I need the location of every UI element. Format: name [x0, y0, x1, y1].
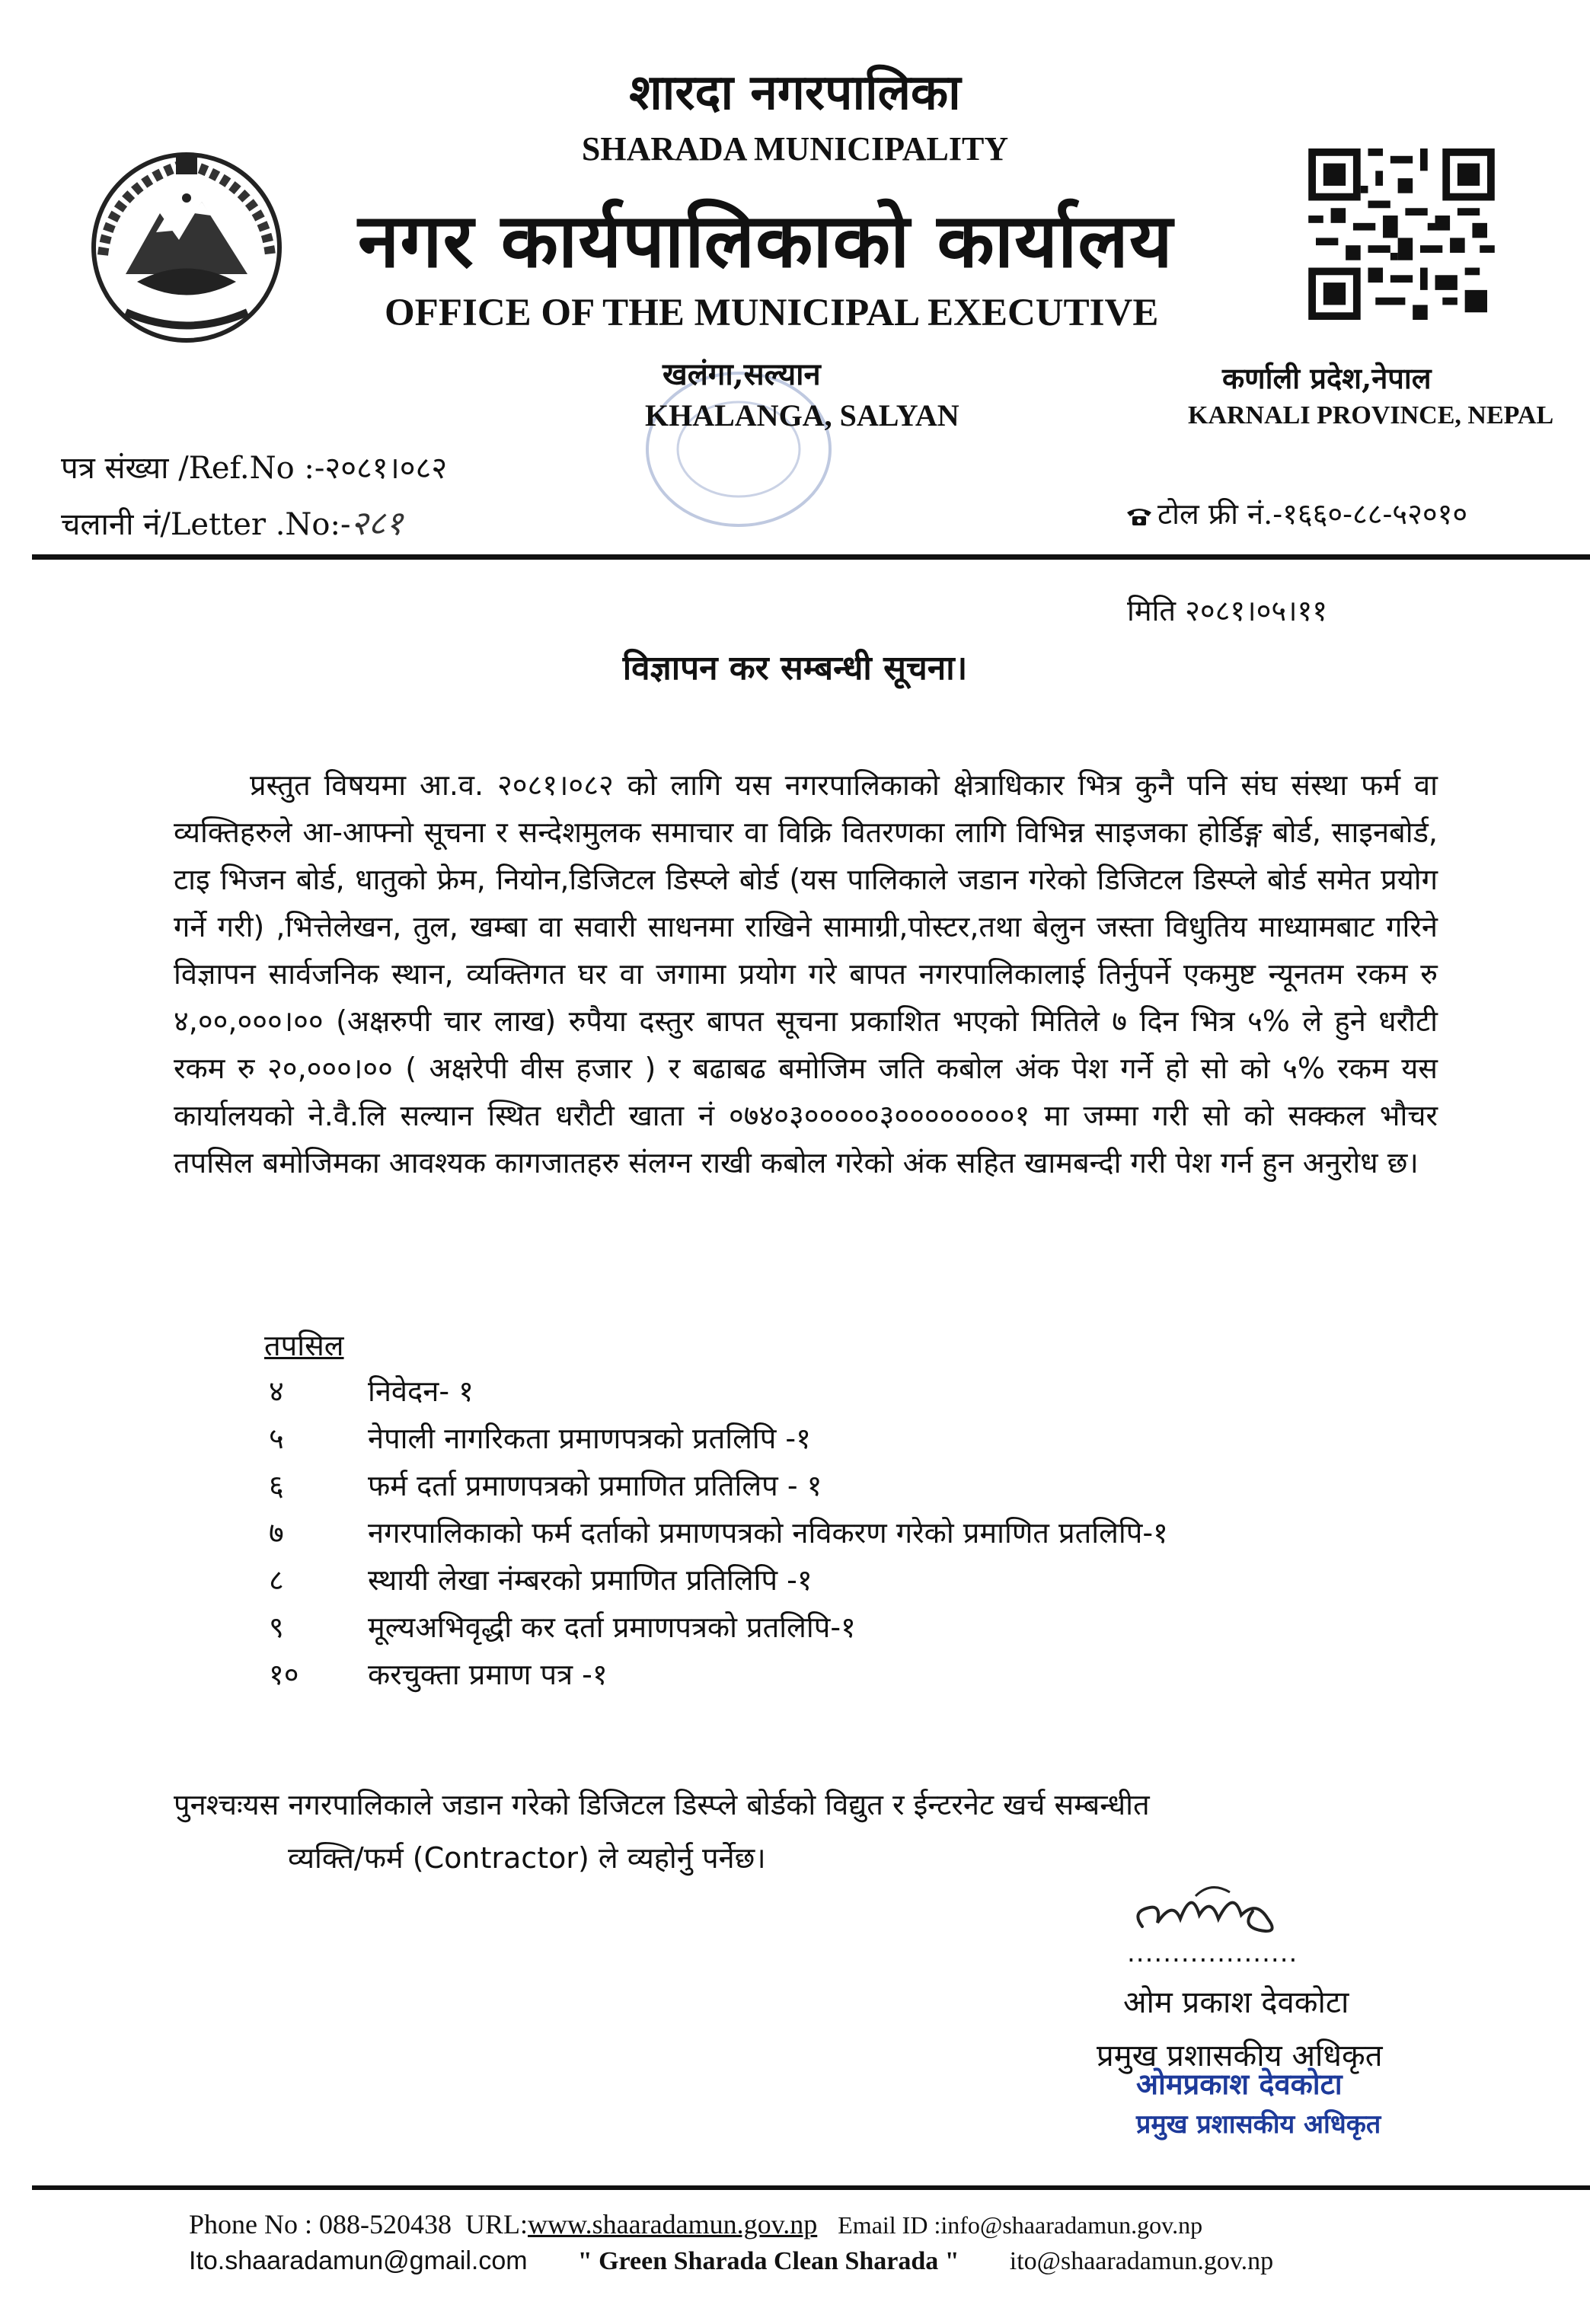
postscript-line-2: व्यक्ति/फर्म (Contractor) ले व्यहोर्नु पर्नेछ।	[288, 1841, 766, 1875]
footer-line-2	[189, 2246, 1273, 2276]
location-en: KHALANGA, SALYAN	[645, 398, 959, 433]
footer-url-label: URL:	[465, 2209, 528, 2239]
item-number: ९	[269, 1611, 284, 1644]
item-text: फर्म दर्ता प्रमाणपत्रको प्रमाणित प्रतिलिप - १	[368, 1469, 822, 1502]
footer-email-link[interactable]: info@shaaradamun.gov.np	[940, 2211, 1203, 2239]
notice-body	[174, 761, 1438, 1186]
letter-value: २८१	[350, 504, 404, 543]
notice-date: मिति २०८१।०५।११	[1127, 594, 1328, 627]
signatory-name: ओम प्रकाश देवकोटा	[1123, 1985, 1349, 2020]
item-number: ५	[269, 1422, 284, 1455]
tollfree-number	[1125, 493, 1467, 533]
footer-email-2[interactable]: ito@shaaradamun.gov.np	[1009, 2247, 1274, 2275]
item-number: ८	[269, 1563, 284, 1597]
footer-slogan: " Green Sharada Clean Sharada "	[577, 2247, 959, 2275]
letter-number	[61, 499, 403, 544]
ref-number	[61, 445, 447, 487]
municipality-name-en: SHARADA MUNICIPALITY	[581, 130, 1009, 168]
stamp-signatory-name: ओमप्रकाश देवकोटा	[1136, 2067, 1343, 2101]
stamp-signatory-title: प्रमुख प्रशासकीय अधिकृत	[1136, 2109, 1381, 2140]
notice-title: विज्ञापन कर सम्बन्धी सूचना।	[622, 649, 968, 688]
notice-body-text: प्रस्तुत विषयमा आ.व. २०८१।०८२ को लागि यस नगरपालिकाको क्षेत्राधिकार भित्र कुनै पनि संघ संस्था फर्म वा व्यक्तिहरुले आ-आफ्नो सूचना र सन्देशमुलक समाचार वा विक्रि वितरणका लागि विभिन्न साइजका होर्डिङ्ग बोर्ड, साइनबोर्ड, टाइ भिजन बोर्ड, धातुको फ्रेम, नियोन,डिजिटल डिस्प्ले बोर्ड (यस पालिकाले जडान गरेको डिजिटल डिस्प्ले बोर्ड समेत प्रयोग गर्ने गरी) ,भित्तेलेखन, तुल, खम्बा वा सवारी साधनमा राखिने सामाग्री,पोस्टर,तथा बेलुन जस्ता विधुतिय माध्यामबाट गरिने विज्ञापन सार्वजनिक स्थान, व्यक्तिगत घर वा जगामा प्रयोग गरे बापत नगरपालिकालाई तिर्नुपर्ने एकमुष्ट न्यूनतम रकम रु ४,००,०००।०० (अक्षरुपी चार लाख) रुपैया दस्तुर बापत सूचना प्रकाशित भएको मितिले ७ दिन भित्र ५% ले हुने धरौटी रकम रु २०,०००।०० ( अक्षरेपी वीस हजार ) र बढाबढ बमोजिम जति कबोल अंक पेश गर्ने हो सो को ५% रकम यस कार्यालयको ने.वै.लि सल्यान स्थित धरौटी खाता नं ०७४०३०००००३००००००००१ मा जम्मा गरी सो को सक्कल भौचर तपसिल बमोजिमका आवश्यक कागजातहरु संलग्न राखी कबोल गरेको अंक सहित खामबन्दी गरी पेश गर्न हुन अनुरोध छ।	[174, 768, 1438, 1180]
item-text: निवेदन- १	[368, 1374, 474, 1408]
letter-label: चलानी नं/Letter .No:-	[61, 507, 351, 542]
ref-value: २०८१।०८२	[324, 451, 448, 486]
item-text: स्थायी लेखा नंम्बरको प्रमाणित प्रतिलिपि -१	[368, 1563, 813, 1597]
item-text: करचुक्ता प्रमाण पत्र -१	[368, 1658, 608, 1691]
signatory-title: प्रमुख प्रशासकीय अधिकृत	[1097, 2038, 1383, 2073]
municipality-name-np: शारदा नगरपालिका	[629, 64, 961, 121]
ref-label: पत्र संख्या /Ref.No :-	[61, 451, 325, 486]
footer-email-label: Email ID :	[838, 2211, 941, 2239]
nepal-emblem-logo	[80, 141, 293, 346]
footer-line-1	[189, 2208, 1202, 2240]
province-np: कर्णाली प्रदेश,नेपाल	[1222, 361, 1432, 395]
tapasil-heading: तपसिल	[264, 1329, 344, 1362]
item-number: ७	[269, 1516, 284, 1550]
signature-line: ...................	[1127, 1938, 1298, 1968]
item-text: मूल्यअभिवृद्धी कर दर्ता प्रमाणपत्रको प्रतलिपि-१	[368, 1611, 856, 1644]
header-divider	[32, 554, 1590, 560]
footer-divider	[32, 2185, 1590, 2190]
office-name-en: OFFICE OF THE MUNICIPAL EXECUTIVE	[385, 292, 1159, 334]
province-en: KARNALI PROVINCE, NEPAL	[1188, 401, 1554, 429]
postscript	[174, 1778, 1468, 1885]
footer-url-link[interactable]: www.shaaradamun.gov.np	[528, 2209, 818, 2239]
qr-code-icon	[1308, 148, 1495, 320]
postscript-line-1: पुनश्चःयस नगरपालिकाले जडान गरेको डिजिटल डिस्प्ले बोर्डको विद्युत र ईन्टरनेट खर्च सम्बन्धीत	[174, 1788, 1150, 1821]
item-text: नेपाली नागरिकता प्रमाणपत्रको प्रतलिपि -१	[368, 1422, 811, 1455]
item-number: १०	[269, 1658, 299, 1691]
item-number: ६	[269, 1469, 284, 1502]
location-np: खलंगा,सल्यान	[662, 356, 821, 392]
item-number: ४	[269, 1374, 284, 1408]
telephone-icon	[1125, 506, 1153, 526]
tollfree-text: टोल फ्री नं.-१६६०-८८-५२०१०	[1157, 497, 1468, 531]
footer-phone: Phone No : 088-520438	[189, 2209, 452, 2239]
footer-gmail[interactable]: Ito.shaaradamun@gmail.com	[189, 2246, 528, 2275]
item-text: नगरपालिकाको फर्म दर्ताको प्रमाणपत्रको नविकरण गरेको प्रमाणित प्रतलिपि-१	[368, 1516, 1168, 1550]
office-name-np: नगर कार्यपालिकाको कार्यालय	[358, 197, 1173, 285]
